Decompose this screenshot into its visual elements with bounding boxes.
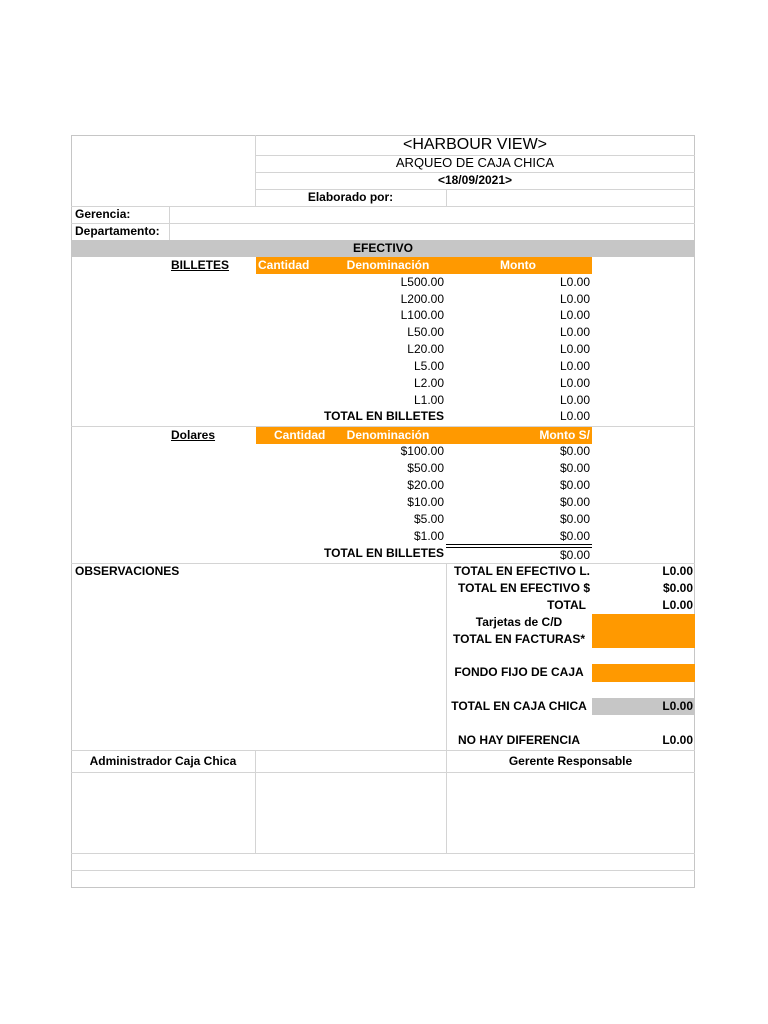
dolar-denominacion: $20.00 <box>407 478 444 492</box>
billete-monto: L0.00 <box>559 359 590 373</box>
grid-line <box>71 223 695 224</box>
admin-label: Administrador Caja Chica <box>89 754 237 768</box>
grid-line <box>446 772 447 853</box>
billete-denominacion: L2.00 <box>413 376 444 390</box>
dolar-monto: $0.00 <box>559 461 590 475</box>
total-value: L0.00 <box>662 598 693 612</box>
dolar-monto: $0.00 <box>559 444 590 458</box>
billete-denominacion: L5.00 <box>413 359 444 373</box>
caja-chica-value: L0.00 <box>662 699 693 713</box>
total-rule <box>446 544 592 545</box>
dolar-monto: $0.00 <box>559 529 590 543</box>
document-date: <18/09/2021> <box>437 173 513 187</box>
billete-denominacion: L20.00 <box>407 342 444 356</box>
total-efectivo-usd-value: $0.00 <box>662 581 693 595</box>
dolar-monto: $0.00 <box>559 512 590 526</box>
grid-line <box>255 750 256 853</box>
dolar-monto: $0.00 <box>559 495 590 509</box>
billete-denominacion: L1.00 <box>413 393 444 407</box>
dolares-col-cantidad: Cantidad <box>274 428 326 442</box>
dolares-col-monto: Monto S/ <box>539 428 590 442</box>
billetes-col-cantidad: Cantidad <box>258 258 310 272</box>
company-name: <HARBOUR VIEW> <box>402 136 548 153</box>
document-title: ARQUEO DE CAJA CHICA <box>395 155 555 170</box>
efectivo-title: EFECTIVO <box>352 241 413 255</box>
grid-line <box>446 189 447 206</box>
departamento-label: Departamento: <box>75 224 160 238</box>
gerente-label: Gerente Responsable <box>508 754 633 768</box>
total-billetes-label: TOTAL EN BILLETES <box>323 409 444 423</box>
gerencia-label: Gerencia: <box>75 207 131 221</box>
dolar-denominacion: $1.00 <box>413 529 444 543</box>
total-efectivo-usd-label: TOTAL EN EFECTIVO $ <box>457 581 590 595</box>
fondo-label: FONDO FIJO DE CAJA <box>454 665 584 679</box>
observaciones-label: OBSERVACIONES <box>75 564 180 578</box>
diferencia-value: L0.00 <box>662 733 693 747</box>
dolares-col-denominacion: Denominación <box>346 428 430 442</box>
prepared-by-label: Elaborado por: <box>307 190 394 204</box>
billetes-col-denominacion: Denominación <box>346 258 430 272</box>
billete-monto: L0.00 <box>559 292 590 306</box>
billete-denominacion: L50.00 <box>407 325 444 339</box>
billete-denominacion: L200.00 <box>400 292 444 306</box>
grid-line <box>71 772 695 773</box>
total-efectivo-l-label: TOTAL EN EFECTIVO L. <box>453 564 590 578</box>
grid-line <box>71 870 695 871</box>
grid-line <box>71 853 695 854</box>
billetes-col-monto: Monto <box>500 258 536 272</box>
total-billetes-value: L0.00 <box>559 409 590 423</box>
total-efectivo-l-value: L0.00 <box>662 564 693 578</box>
dolar-denominacion: $100.00 <box>400 444 444 458</box>
diferencia-label: NO HAY DIFERENCIA <box>457 733 581 747</box>
facturas-label: TOTAL EN FACTURAS* <box>452 632 585 646</box>
billete-denominacion: L100.00 <box>400 308 444 322</box>
caja-chica-label: TOTAL EN CAJA CHICA <box>451 699 587 713</box>
billetes-label: BILLETES <box>171 258 230 272</box>
dolar-denominacion: $5.00 <box>413 512 444 526</box>
grid-line <box>71 206 695 207</box>
billete-monto: L0.00 <box>559 393 590 407</box>
dolar-denominacion: $50.00 <box>407 461 444 475</box>
billete-monto: L0.00 <box>559 342 590 356</box>
dolar-monto: $0.00 <box>559 478 590 492</box>
dolares-label: Dolares <box>171 428 216 442</box>
grid-line <box>169 206 170 240</box>
total-dolares-value: $0.00 <box>559 548 590 562</box>
billete-denominacion: L500.00 <box>400 275 444 289</box>
dolar-denominacion: $10.00 <box>407 495 444 509</box>
tarjetas-label: Tarjetas de C/D <box>475 615 563 629</box>
facturas-input-box[interactable] <box>592 614 695 648</box>
billete-monto: L0.00 <box>559 376 590 390</box>
fondo-input-box[interactable] <box>592 664 695 682</box>
grid-line <box>71 750 695 751</box>
billete-monto: L0.00 <box>559 308 590 322</box>
total-label: TOTAL <box>547 598 586 612</box>
billete-monto: L0.00 <box>559 325 590 339</box>
billete-monto: L0.00 <box>559 275 590 289</box>
total-dolares-label: TOTAL EN BILLETES <box>323 546 444 560</box>
